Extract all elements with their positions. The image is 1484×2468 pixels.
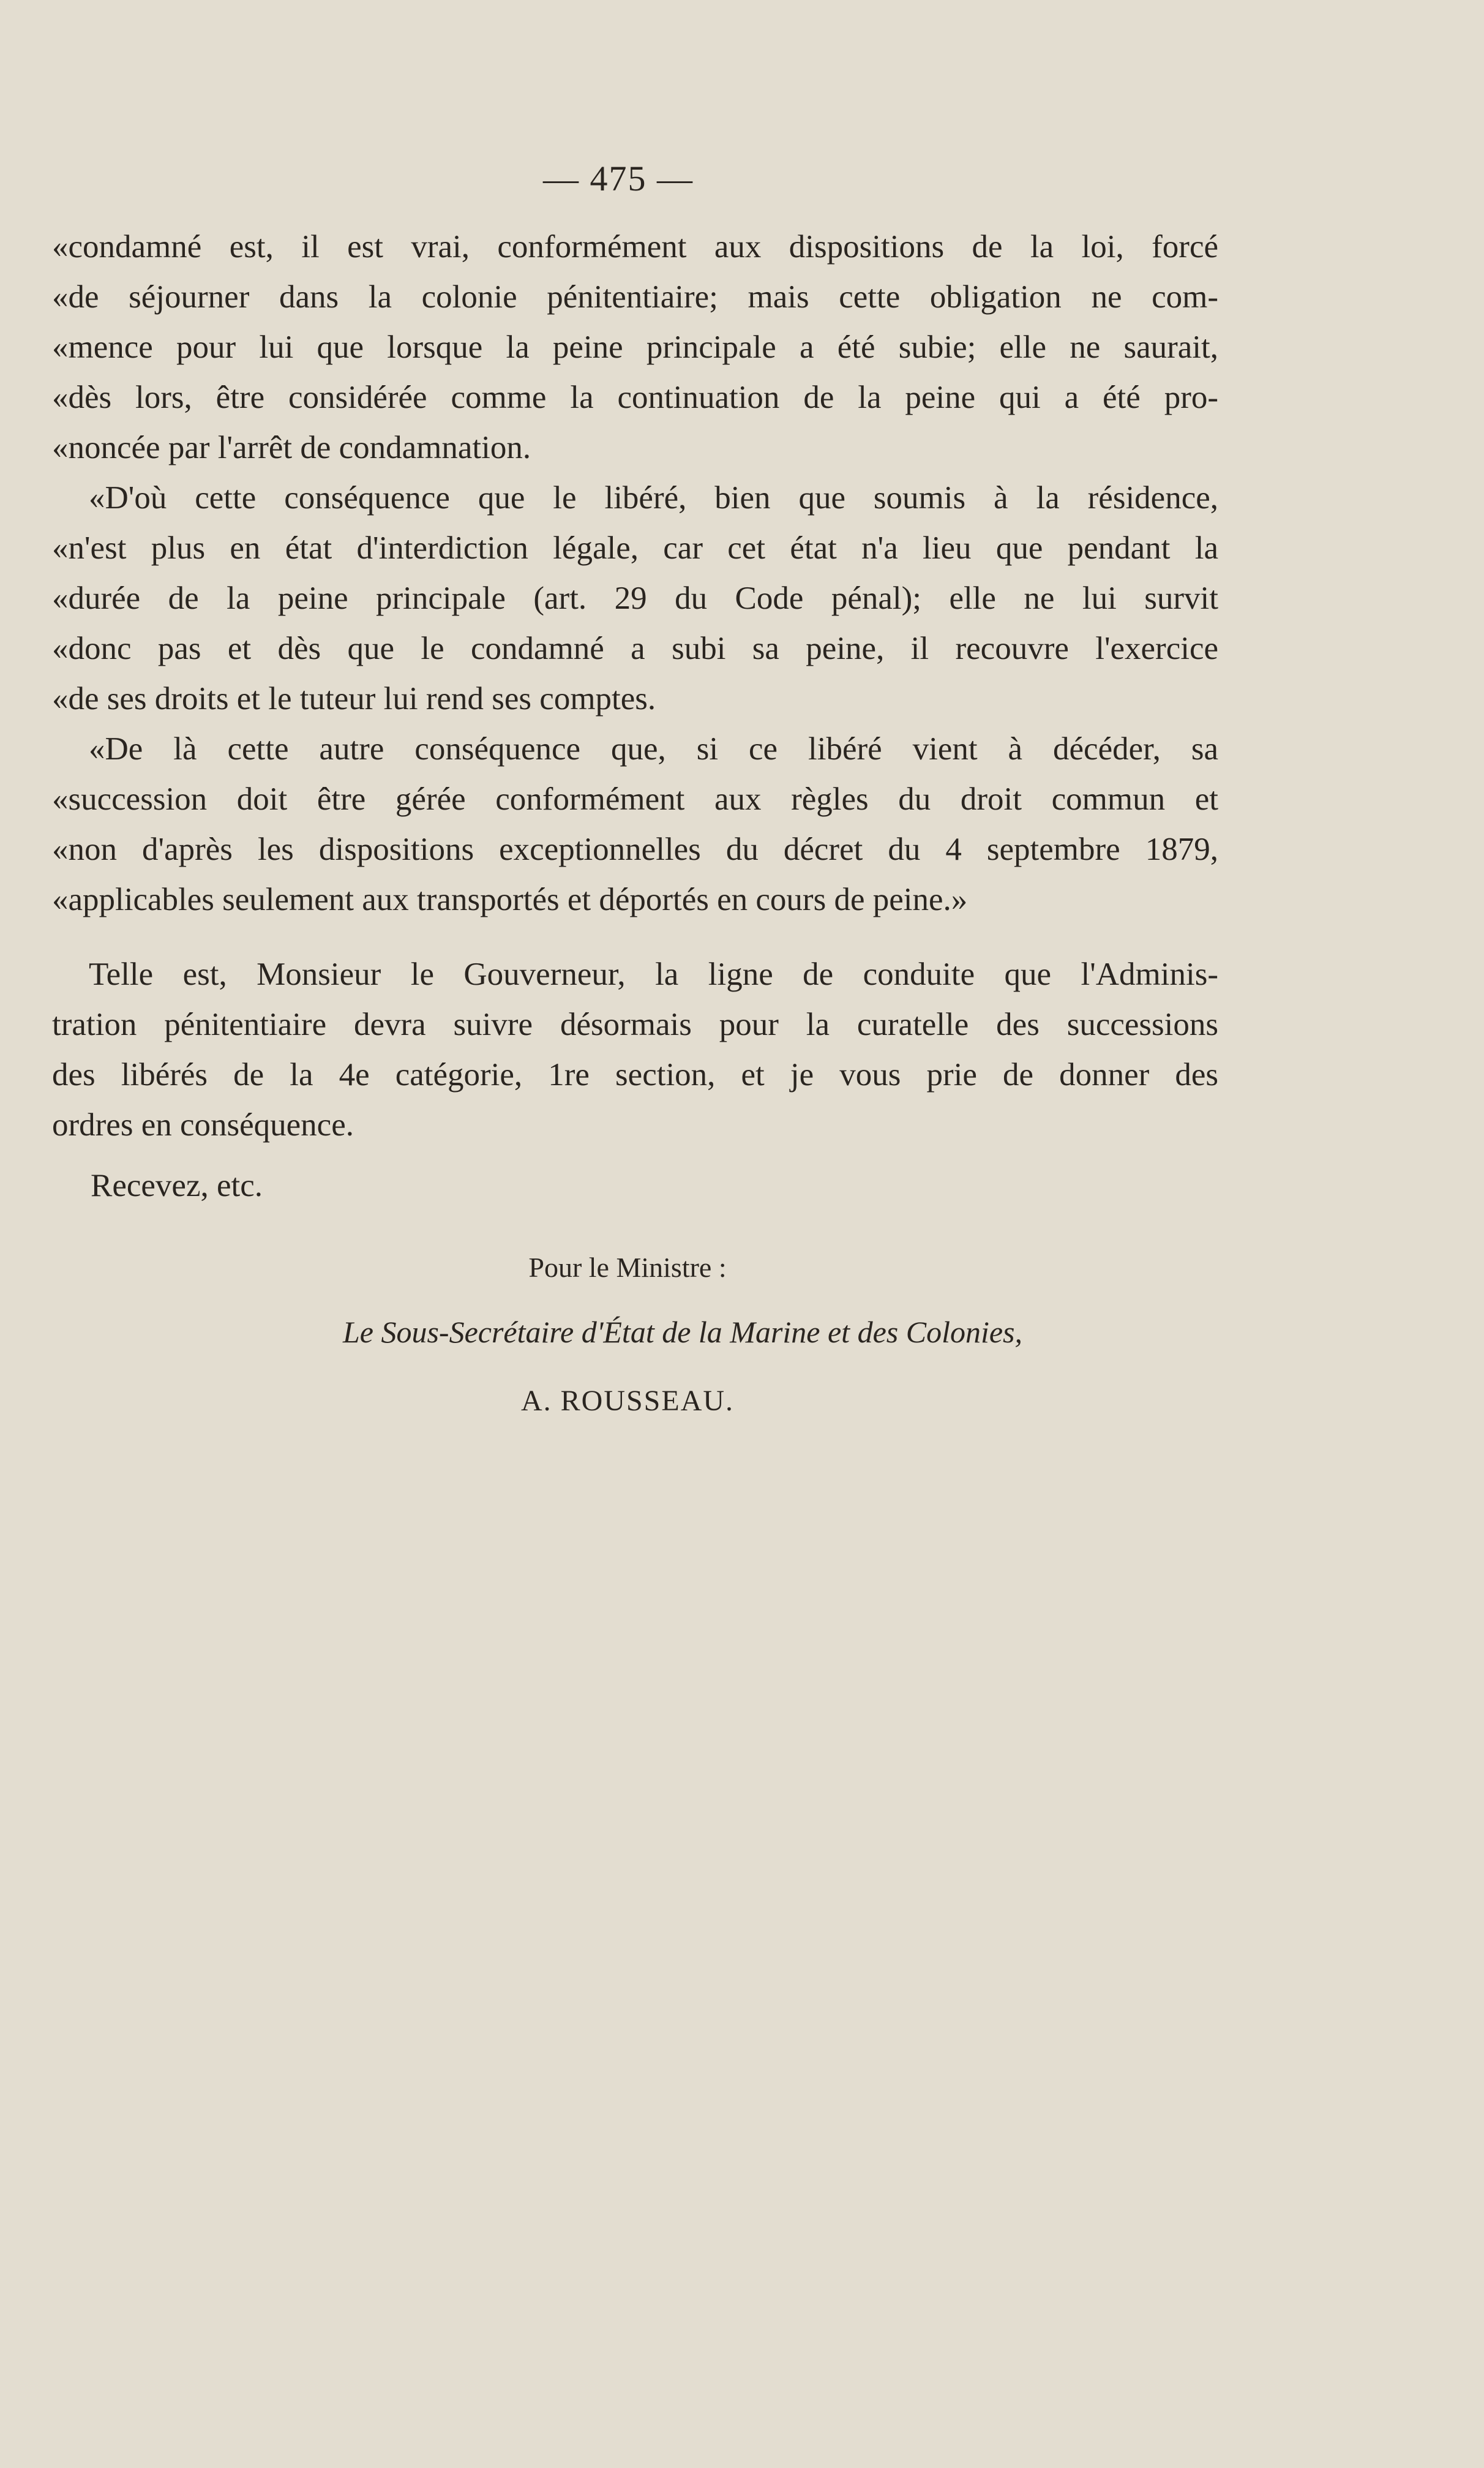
text-line: tration pénitentiaire devra suivre désormais pour la curatelle des successions xyxy=(52,1007,1218,1042)
page-number: — 475 — xyxy=(543,159,694,198)
signature-intro: Pour le Ministre : xyxy=(528,1252,727,1283)
text-line: ordres en conséquence. xyxy=(52,1107,354,1143)
text-line: «condamné est, il est vrai, conformément aux dispositions de la loi, forcé xyxy=(52,229,1218,265)
text-line: «D'où cette conséquence que le libéré, bien que soumis à la résidence, xyxy=(89,480,1218,516)
text-line: «noncée par l'arrêt de condamnation. xyxy=(52,430,531,465)
body-paragraph xyxy=(52,949,1218,1150)
text-line: des libérés de la 4e catégorie, 1re section, et je vous prie de donner des xyxy=(52,1057,1218,1093)
text-line: «non d'après les dispositions exceptionnelles du décret du 4 septembre 1879, xyxy=(52,832,1218,867)
text-line: «dès lors, être considérée comme la continuation de la peine qui a été pro- xyxy=(52,380,1218,415)
text-line: «succession doit être gérée conformément aux règles du droit commun et xyxy=(52,781,1218,817)
text-line: «n'est plus en état d'interdiction légale, car cet état n'a lieu que pendant la xyxy=(52,530,1218,566)
signature-name: A. ROUSSEAU. xyxy=(520,1385,735,1417)
quoted-text xyxy=(52,222,1218,925)
closing-formula: Recevez, etc. xyxy=(91,1168,263,1203)
text-line: «durée de la peine principale (art. 29 du Code pénal); elle ne lui survit xyxy=(52,581,1218,616)
text-line: «De là cette autre conséquence que, si ce libéré vient à décéder, sa xyxy=(89,731,1218,767)
text-line: «de ses droits et le tuteur lui rend ses comptes. xyxy=(52,681,656,717)
signature-title: Le Sous-Secrétaire d'État de la Marine et des Colonies, xyxy=(342,1315,1023,1349)
text-line: «mence pour lui que lorsque la peine principale a été subie; elle ne saurait, xyxy=(52,329,1218,365)
text-line: Telle est, Monsieur le Gouverneur, la ligne de conduite que l'Adminis- xyxy=(89,957,1218,992)
text-line: «applicables seulement aux transportés et déportés en cours de peine.» xyxy=(52,882,968,917)
text-line: «de séjourner dans la colonie pénitentiaire; mais cette obligation ne com- xyxy=(52,279,1218,315)
text-line: «donc pas et dès que le condamné a subi sa peine, il recouvre l'exercice xyxy=(52,631,1218,666)
